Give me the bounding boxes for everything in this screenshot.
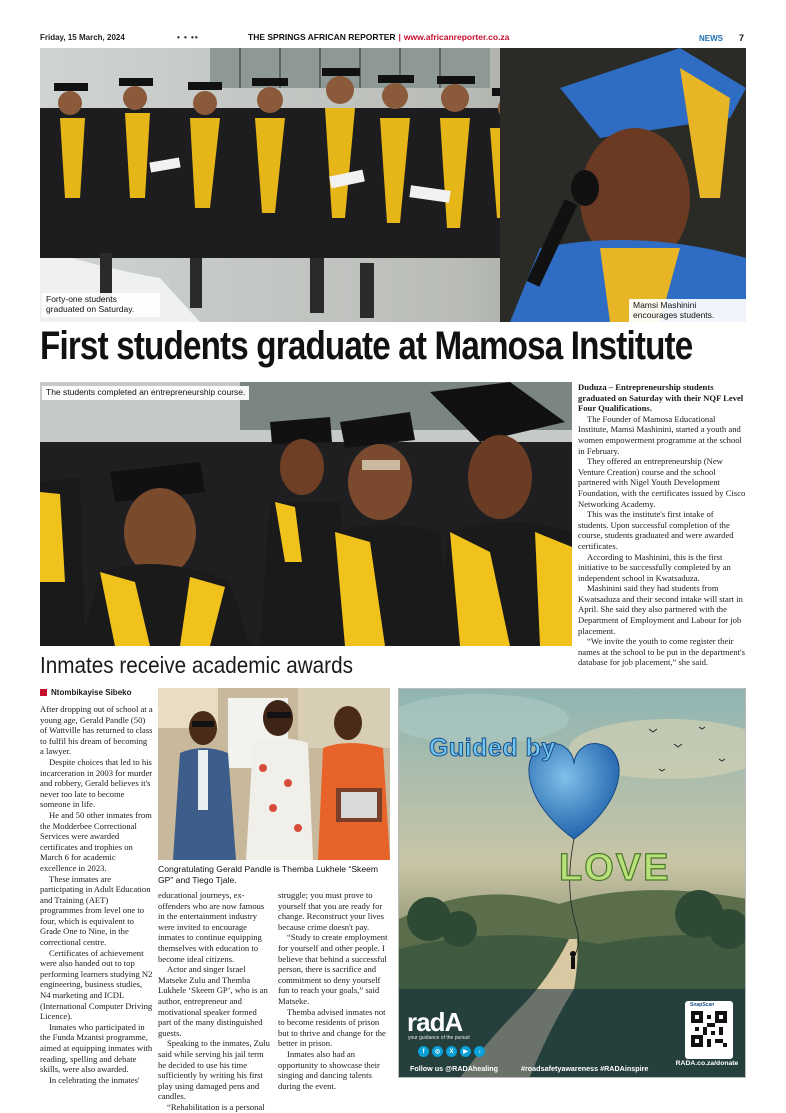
article2-paragraph: Speaking to the inmates, Zulu said while serving his jail term he decided to use his time sufficiently by writing his first play using damaged pens and candles.	[158, 1038, 270, 1102]
main-headline: First students graduate at Mamosa Institute	[40, 324, 693, 368]
article2-paragraph: He and 50 other inmates from the Modderbee Correctional Services were awarded certificates and trophies on March 6 for academic excellence in 2023.	[40, 809, 152, 873]
donate-link[interactable]	[671, 1051, 743, 1068]
article1-paragraph: Mashinini said they had students from Kwatsaduza and their second intake will start in April. She said they also partnered with the Department of Employment and Labour for job placement.	[578, 583, 743, 636]
awards-photo-caption: Congratulating Gerald Pandle is Themba Lukhele “Skeem GP” and Tiego Tjale.	[158, 864, 379, 885]
article1-paragraph: They offered an entrepreneurship (New Venture Creation) course and the school partnered with Nigel Youth Development Foundation, with the certificates issued by Cisco Networking Academy.	[578, 456, 746, 509]
awards-image	[158, 688, 390, 860]
top-photo-caption-left: Forty-one students graduated on Saturday.	[42, 293, 160, 317]
byline-marker-icon	[40, 689, 47, 696]
article2-paragraph: educational journeys, ex-offenders who are now famous in the entertainment industry were invited to encourage inmates to continue equipping themselves with education to become ideal citizens.	[158, 890, 265, 964]
article2-paragraph: “Rehabilitation is a personal	[167, 1101, 265, 1112]
article2-paragraph: Themba advised inmates not to become residents of prison but to thrive and change for the better in prison.	[278, 1006, 386, 1049]
issue-date: Friday, 15 March, 2024	[40, 33, 125, 42]
author-name: Ntombikayise Sibeko	[51, 688, 132, 697]
ad-hashtags: #roadsafetyawareness #RADAinspire	[521, 1064, 649, 1073]
instagram-icon[interactable]: ◎	[432, 1046, 443, 1057]
top-graduation-photo	[40, 48, 746, 322]
article2-paragraph: In celebrating the inmates'	[49, 1074, 140, 1085]
students-graduation-image	[40, 382, 572, 646]
ad-headline-love: LOVE	[559, 847, 671, 889]
article2-paragraph: After dropping out of school at a young age, Gerald Pandle (50) of Wattville has returned to class to fulfil his dream of becoming a lawyer.	[40, 704, 153, 757]
article1-lead: Duduza – Entrepreneurship students graduated on Saturday with their NQF Level Four Qualifications.	[578, 382, 744, 414]
mid-photo-caption: The students completed an entrepreneurship course.	[42, 386, 249, 400]
article1-paragraph: This was the institute's first intake of students. Upon successful completion of the course, students graduated and were awarded certificates.	[578, 509, 734, 551]
donate-url: RADA.co.za/donate	[675, 1059, 739, 1067]
article2-paragraph: “Study to create employment for yourself and other people. I believe that behind a successful person, there is sacrifice and commitment so deny yourself fun to reach your goals,” said Matseke.	[278, 932, 388, 1006]
ad-follow-handle: Follow us @RADAhealing	[410, 1064, 499, 1073]
article2-paragraph: These inmates are participating in Adult Education and Training (AET) programmes from level one to four, which is equivalent to Grade One to Nine, in the correctional centre.	[40, 873, 151, 948]
article2-paragraph: Certificates of achievement were also handed out to top performing learners studying N2 engineering, business studies, N4 marketing and ICDL (International Computer Driving Licence).	[40, 947, 153, 1022]
qr-code-icon[interactable]	[691, 1011, 727, 1047]
publication-masthead	[248, 32, 509, 42]
article2-paragraph: Actor and singer Israel Matseke Zulu and Themba Lukhele ‘Skeem GP’, who is an author, entrepreneur and motivational speaker formed part of the many distinguished guests.	[158, 964, 268, 1038]
article1-paragraph: According to Mashinini, this is the first initiative to be successfully completed by an independent school in Kwatsaduza.	[578, 551, 731, 583]
article2-byline	[40, 688, 131, 697]
masthead-separator: |	[398, 32, 401, 42]
article2-paragraph: struggle; you must prove to yourself that you are ready for change. Reconstruct your lives because crime doesn't pay.	[278, 890, 384, 932]
donate-label: Donate At	[691, 1051, 723, 1058]
x-icon[interactable]: X	[446, 1046, 457, 1057]
article2-column-3	[278, 890, 390, 1091]
rada-logo-tagline: your guidance of the pursuit	[408, 1035, 470, 1041]
top-photo-caption-right: Mamsi Mashinini encourages students.	[629, 299, 746, 322]
ad-headline-guided: Guided by	[429, 734, 556, 762]
article1-paragraph: The Founder of Mamosa Educational Institute, Mamsi Mashinini, started a youth and women empowerment programme at the school in February.	[578, 413, 742, 456]
awards-photo	[158, 688, 390, 860]
article2-column-2	[158, 890, 272, 1112]
youtube-icon[interactable]: ▶	[460, 1046, 471, 1057]
article2-column-1	[40, 704, 153, 1085]
section-label: NEWS	[699, 34, 723, 43]
facebook-icon[interactable]: f	[418, 1046, 429, 1057]
graduation-ceremony-image	[40, 48, 746, 322]
page-number: 7	[739, 33, 745, 43]
tiktok-icon[interactable]: ♪	[474, 1046, 485, 1057]
article1-column	[578, 382, 746, 668]
publication-url[interactable]: www.africanreporter.co.za	[403, 32, 510, 42]
social-icons	[418, 1046, 485, 1057]
header-dots: • • ••	[177, 33, 199, 42]
article2-paragraph: Inmates who participated in the Funda Mzantsi programme, aimed at equipping inmates with reading, spelling and debate skills, were also awarded.	[40, 1021, 153, 1075]
rada-logo: radA	[407, 1007, 463, 1037]
publication-name: THE SPRINGS AFRICAN REPORTER	[248, 32, 396, 42]
article1-paragraph: “We invite the youth to come register their names at the school to be put in the department's database for job placement,” she said.	[578, 636, 745, 668]
article2-paragraph: Despite choices that led to his incarceration in 2003 for murder and robbery, Gerald believes it's never too late to become someone in life.	[40, 756, 153, 810]
snapscan-label: SnapScan	[690, 1002, 715, 1008]
rada-advertisement[interactable]	[398, 688, 746, 1078]
article2-paragraph: Inmates also had an opportunity to showcase their singing and dancing talents during the event.	[278, 1048, 380, 1091]
students-photo	[40, 382, 572, 646]
article2-headline: Inmates receive academic awards	[40, 652, 353, 678]
